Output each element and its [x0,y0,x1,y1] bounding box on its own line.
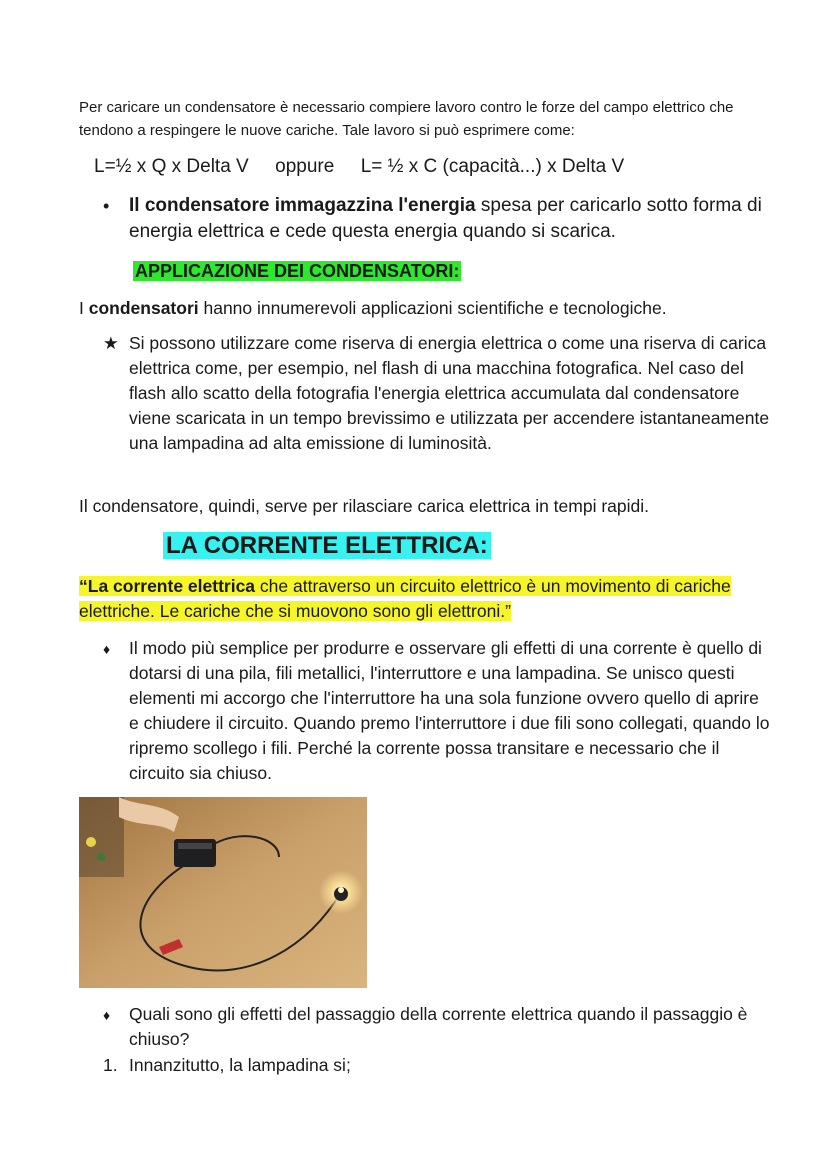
heading-applications-text: APPLICAZIONE DEI CONDENSATORI: [135,261,460,281]
background-objects [79,797,124,877]
battery-top [178,843,212,849]
numbered-item-text: Innanzitutto, la lampadina si; [129,1055,351,1075]
formula-right: L= ½ x C (capacità...) x Delta V [360,156,625,177]
heading-current [163,530,491,562]
bullet-dot-icon: • [103,196,110,216]
star-item-text: Si possono utilizzare come riserva di energia elettrica o come una riserva di carica elettrica come, per esempio, nel flash di una macchina fotografica. Nel caso del flash allo scatto della fotografia l'energia elettrica accumulata dal condensatore viene scaricata in un tempo brevissimo e utilizzata per accendere istantaneamente una lampadina ad alta emissione di luminosità. [129,333,770,453]
circuit-photo [79,797,367,988]
number-marker: 1. [103,1055,118,1075]
formula-connector: oppure [275,156,335,177]
paragraph-work: Per caricare un condensatore è necessario compiere lavoro contro le forze del campo elettrico che tendono a respingere le nuove cariche. Tale lavoro si può esprimere come: [79,99,734,139]
intro-paragraph [79,296,667,320]
formula-line [94,155,624,179]
conclusion-paragraph: Il condensatore, quindi, serve per rilasciare carica elettrica in tempi rapidi. [79,496,649,516]
bullet-energy-rest: spesa per caricarlo sotto forma di energia elettrica e cede questa energia quando si scarica. [129,195,762,242]
heading-applications [133,258,461,285]
yellow-object [86,837,96,847]
diamond-icon: ♦ [103,641,111,657]
star-icon: ★ [103,333,119,353]
diamond-icon: ♦ [103,1007,111,1023]
intro-bold: condensatori [88,298,199,318]
heading-current-text: LA CORRENTE ELETTRICA: [163,532,491,559]
quote-rest: che attraverso un circuito elettrico è un movimento di cariche elettriche. Le cariche che si muovono sono gli elettroni.” [79,576,731,621]
bullet-energy-text [129,193,763,245]
circuit-photo-image [79,797,367,988]
quote-open: “ [79,576,88,596]
bullet-energy [103,193,763,245]
green-object [97,853,105,861]
intro-rest: hanno innumerevoli applicazioni scientifiche e tecnologiche. [198,298,667,318]
numbered-list-item [103,1053,773,1078]
star-list-item [103,331,773,456]
intro-prefix: I [79,298,89,318]
diamond-list-item [103,636,773,786]
bulb-light [338,887,344,893]
formula-left: L=½ x Q x Delta V [94,156,249,177]
quote-highlight [79,576,731,621]
question-item-text: Quali sono gli effetti del passaggio della corrente elettrica quando il passaggio è chiuso? [129,1004,748,1049]
diamond-item-text: Il modo più semplice per produrre e osservare gli effetti di una corrente è quello di dotarsi di una pila, fili metallici, l'interruttore e una lampadina. Se unisco questi elementi mi accorgo che l'interruttore ha una sola funzione ovvero quello di aprire e chiudere il circuito. Quando premo l'interruttore i due fili sono collegati, quando lo ripremo scollego i fili. Perché la corrente possa transitare e necessario che il circuito sia chiuso. [129,638,770,783]
quote-bold: La corrente elettrica [87,576,256,596]
bullet-energy-bold: Il condensatore immagazzina l'energia [129,195,476,216]
question-list-item [103,1002,773,1052]
definition-quote [79,574,749,624]
